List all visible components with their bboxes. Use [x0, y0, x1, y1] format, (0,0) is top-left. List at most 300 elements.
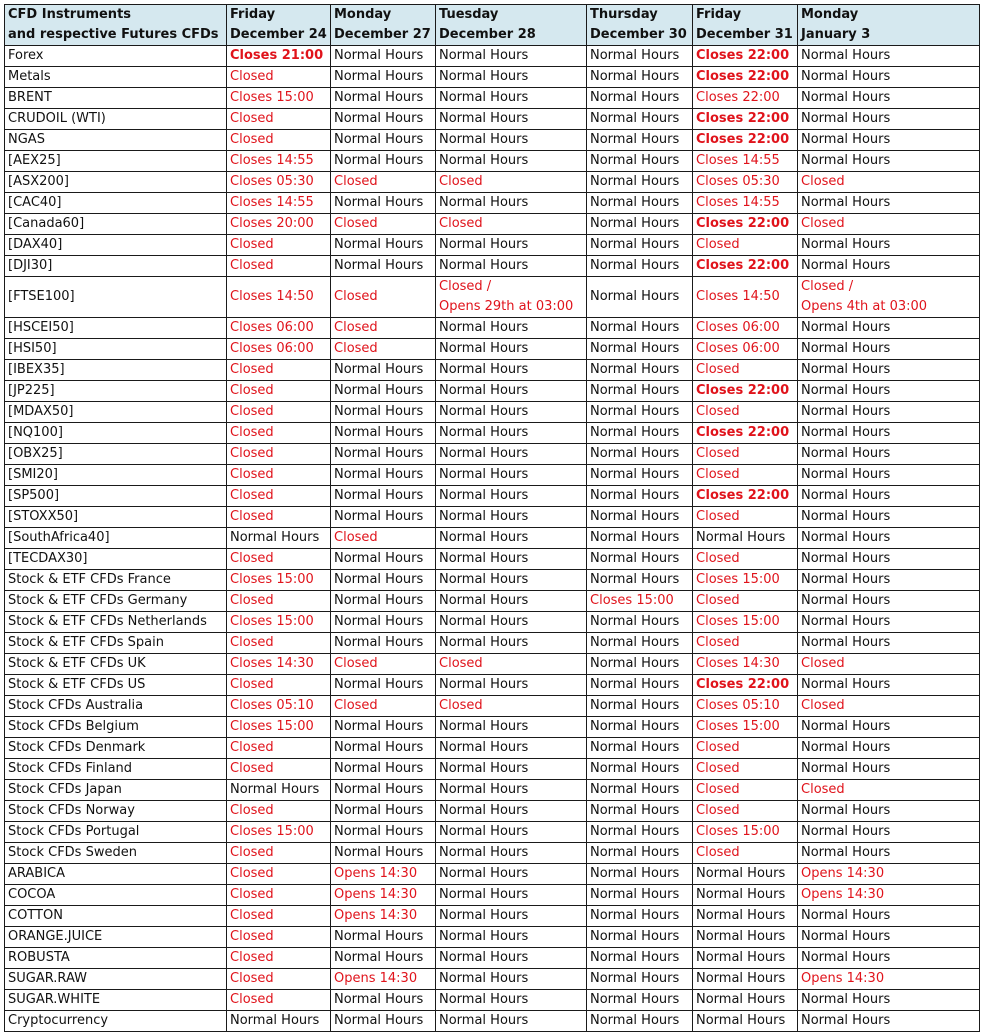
hours-cell: Normal Hours — [436, 717, 587, 738]
table-row — [5, 612, 980, 633]
table-row — [5, 486, 980, 507]
table-row — [5, 633, 980, 654]
table-row — [5, 214, 980, 235]
hours-cell: Normal Hours — [227, 1011, 331, 1032]
header-date: December 24 — [230, 27, 327, 42]
table-row — [5, 109, 980, 130]
table-row — [5, 780, 980, 801]
header-weekday: Thursday — [590, 7, 658, 22]
hours-cell: Normal Hours — [798, 738, 980, 759]
hours-cell: Opens 14:30 — [798, 969, 980, 990]
hours-cell: Closed — [227, 906, 331, 927]
table-row — [5, 759, 980, 780]
table-row — [5, 696, 980, 717]
hours-cell: Normal Hours — [798, 843, 980, 864]
hours-cell: Normal Hours — [436, 633, 587, 654]
table-row — [5, 738, 980, 759]
hours-cell: Normal Hours — [436, 675, 587, 696]
hours-cell: Normal Hours — [693, 1011, 798, 1032]
hours-cell: Closed — [798, 654, 980, 675]
hours-cell: Closed — [331, 528, 436, 549]
hours-cell: Closed — [227, 549, 331, 570]
hours-cell: Normal Hours — [798, 88, 980, 109]
instrument-name: [ASX200] — [5, 172, 227, 193]
hours-cell: Closes 06:00 — [693, 318, 798, 339]
table-row — [5, 675, 980, 696]
hours-cell: Closed — [693, 235, 798, 256]
hours-cell: Closed — [227, 843, 331, 864]
hours-cell: Normal Hours — [587, 864, 693, 885]
table-row — [5, 360, 980, 381]
hours-cell: Closed — [227, 256, 331, 277]
instrument-name: Stock & ETF CFDs Spain — [5, 633, 227, 654]
table-row — [5, 864, 980, 885]
hours-cell: Normal Hours — [693, 885, 798, 906]
hours-cell — [798, 277, 980, 318]
hours-cell: Normal Hours — [436, 444, 587, 465]
table-body — [5, 46, 980, 1032]
hours-cell: Closed — [693, 759, 798, 780]
header-day-5 — [693, 5, 798, 46]
hours-cell: Normal Hours — [331, 948, 436, 969]
hours-cell: Normal Hours — [587, 109, 693, 130]
hours-cell: Normal Hours — [436, 256, 587, 277]
hours-cell: Closes 20:00 — [227, 214, 331, 235]
hours-cell: Closes 06:00 — [693, 339, 798, 360]
hours-cell: Normal Hours — [798, 927, 980, 948]
hours-cell: Normal Hours — [587, 801, 693, 822]
hours-cell: Normal Hours — [587, 423, 693, 444]
table-row — [5, 172, 980, 193]
hours-cell: Normal Hours — [587, 465, 693, 486]
hours-cell: Closed — [331, 339, 436, 360]
hours-cell: Normal Hours — [587, 67, 693, 88]
hours-cell: Closed — [693, 843, 798, 864]
header-day-6 — [798, 5, 980, 46]
hours-cell: Normal Hours — [331, 444, 436, 465]
hours-cell: Normal Hours — [587, 318, 693, 339]
hours-cell: Closed — [693, 507, 798, 528]
hours-cell: Normal Hours — [798, 423, 980, 444]
hours-cell: Normal Hours — [436, 465, 587, 486]
hours-cell: Normal Hours — [331, 465, 436, 486]
hours-cell: Normal Hours — [587, 46, 693, 67]
hours-cell: Normal Hours — [436, 990, 587, 1011]
header-line-1: CFD Instruments — [8, 7, 132, 22]
instrument-name: Metals — [5, 67, 227, 88]
hours-cell: Normal Hours — [331, 130, 436, 151]
hours-cell: Normal Hours — [798, 109, 980, 130]
hours-cell: Closed — [227, 423, 331, 444]
hours-cell: Normal Hours — [587, 256, 693, 277]
hours-cell: Normal Hours — [436, 864, 587, 885]
table-row — [5, 402, 980, 423]
hours-cell: Normal Hours — [331, 235, 436, 256]
instrument-name: ROBUSTA — [5, 948, 227, 969]
hours-cell: Closes 15:00 — [227, 822, 331, 843]
hours-cell: Normal Hours — [587, 759, 693, 780]
hours-cell: Closes 06:00 — [227, 318, 331, 339]
table-row — [5, 381, 980, 402]
hours-cell: Closed — [331, 277, 436, 318]
hours-cell: Closes 05:30 — [693, 172, 798, 193]
hours-cell: Normal Hours — [436, 423, 587, 444]
header-weekday: Monday — [801, 7, 859, 22]
hours-cell: Closes 22:00 — [693, 423, 798, 444]
hours-cell: Closed — [227, 801, 331, 822]
instrument-name: SUGAR.WHITE — [5, 990, 227, 1011]
hours-cell: Opens 14:30 — [331, 864, 436, 885]
table-row — [5, 570, 980, 591]
hours-cell: Closes 14:50 — [693, 277, 798, 318]
hours-cell: Normal Hours — [587, 990, 693, 1011]
hours-cell: Normal Hours — [331, 109, 436, 130]
hours-cell: Normal Hours — [331, 67, 436, 88]
table-row — [5, 822, 980, 843]
instrument-name: Stock CFDs Denmark — [5, 738, 227, 759]
header-line-2: and respective Futures CFDs — [8, 27, 219, 42]
header-date: December 31 — [696, 27, 793, 42]
instrument-name: [HSCEI50] — [5, 318, 227, 339]
hours-cell: Normal Hours — [436, 507, 587, 528]
hours-cell: Normal Hours — [693, 927, 798, 948]
instrument-name: Stock CFDs Sweden — [5, 843, 227, 864]
table-row — [5, 130, 980, 151]
hours-cell: Normal Hours — [331, 46, 436, 67]
table-row — [5, 591, 980, 612]
hours-cell: Closed — [227, 885, 331, 906]
hours-cell: Closes 15:00 — [693, 822, 798, 843]
instrument-name: Stock & ETF CFDs US — [5, 675, 227, 696]
hours-cell: Closes 15:00 — [227, 612, 331, 633]
hours-cell: Normal Hours — [436, 339, 587, 360]
hours-cell: Normal Hours — [587, 381, 693, 402]
hours-cell: Closed — [227, 948, 331, 969]
hours-cell: Opens 14:30 — [331, 969, 436, 990]
hours-cell: Closed — [227, 633, 331, 654]
hours-cell: Closed — [798, 214, 980, 235]
hours-cell: Normal Hours — [693, 528, 798, 549]
hours-cell: Normal Hours — [587, 339, 693, 360]
instrument-name: NGAS — [5, 130, 227, 151]
header-instruments — [5, 5, 227, 46]
instrument-name: [TECDAX30] — [5, 549, 227, 570]
hours-cell: Normal Hours — [436, 591, 587, 612]
hours-cell: Closes 15:00 — [693, 570, 798, 591]
hours-cell: Normal Hours — [331, 591, 436, 612]
hours-cell: Normal Hours — [587, 277, 693, 318]
hours-cell: Normal Hours — [798, 822, 980, 843]
hours-cell: Normal Hours — [798, 549, 980, 570]
header-row — [5, 5, 980, 46]
hours-cell: Normal Hours — [436, 235, 587, 256]
hours-cell: Normal Hours — [587, 130, 693, 151]
hours-cell: Normal Hours — [798, 151, 980, 172]
hours-cell: Closed — [693, 444, 798, 465]
hours-cell: Normal Hours — [436, 1011, 587, 1032]
hours-line-2: Opens 4th at 03:00 — [801, 299, 928, 314]
hours-cell: Closed — [693, 591, 798, 612]
hours-cell: Closed — [227, 507, 331, 528]
table-row — [5, 843, 980, 864]
hours-cell: Normal Hours — [331, 549, 436, 570]
hours-cell: Closed — [798, 696, 980, 717]
hours-cell: Normal Hours — [436, 780, 587, 801]
instrument-name: Stock CFDs Australia — [5, 696, 227, 717]
instrument-name: Stock CFDs Norway — [5, 801, 227, 822]
hours-cell: Normal Hours — [587, 906, 693, 927]
hours-cell: Normal Hours — [331, 801, 436, 822]
hours-cell: Normal Hours — [798, 570, 980, 591]
hours-cell: Closed — [227, 969, 331, 990]
header-day-1 — [227, 5, 331, 46]
hours-cell: Normal Hours — [331, 675, 436, 696]
instrument-name: BRENT — [5, 88, 227, 109]
hours-cell: Normal Hours — [798, 381, 980, 402]
hours-cell: Opens 14:30 — [798, 885, 980, 906]
hours-cell: Closed — [693, 360, 798, 381]
hours-cell: Closed — [227, 235, 331, 256]
hours-cell: Normal Hours — [587, 570, 693, 591]
hours-cell: Closes 15:00 — [693, 717, 798, 738]
hours-cell: Normal Hours — [436, 885, 587, 906]
hours-cell: Normal Hours — [331, 843, 436, 864]
instrument-name: CRUDOIL (WTI) — [5, 109, 227, 130]
hours-cell: Normal Hours — [587, 486, 693, 507]
table-row — [5, 318, 980, 339]
hours-cell: Closed — [227, 381, 331, 402]
hours-cell: Closes 22:00 — [693, 109, 798, 130]
hours-cell: Closes 15:00 — [227, 570, 331, 591]
hours-cell: Normal Hours — [436, 67, 587, 88]
hours-cell: Normal Hours — [587, 360, 693, 381]
table-row — [5, 549, 980, 570]
header-date: December 27 — [334, 27, 431, 42]
hours-cell: Closed — [227, 402, 331, 423]
hours-cell: Closed — [331, 214, 436, 235]
hours-cell: Normal Hours — [798, 444, 980, 465]
table-row — [5, 465, 980, 486]
hours-cell: Closed — [227, 360, 331, 381]
hours-cell: Closed — [227, 130, 331, 151]
hours-cell: Closed — [798, 172, 980, 193]
table-row — [5, 67, 980, 88]
hours-cell: Normal Hours — [436, 46, 587, 67]
hours-cell: Normal Hours — [331, 738, 436, 759]
table-row — [5, 1011, 980, 1032]
hours-cell: Closes 15:00 — [227, 88, 331, 109]
table-row — [5, 339, 980, 360]
hours-cell: Normal Hours — [331, 360, 436, 381]
hours-cell: Normal Hours — [587, 88, 693, 109]
hours-cell: Normal Hours — [587, 549, 693, 570]
hours-cell: Closes 22:00 — [693, 214, 798, 235]
table-row — [5, 948, 980, 969]
instrument-name: Stock CFDs Belgium — [5, 717, 227, 738]
hours-cell: Closed — [798, 780, 980, 801]
hours-cell: Normal Hours — [798, 486, 980, 507]
hours-cell: Normal Hours — [436, 151, 587, 172]
hours-cell: Normal Hours — [436, 906, 587, 927]
instrument-name: [AEX25] — [5, 151, 227, 172]
table-row — [5, 235, 980, 256]
hours-cell: Closes 14:30 — [227, 654, 331, 675]
hours-cell: Normal Hours — [587, 717, 693, 738]
hours-line-2: Opens 29th at 03:00 — [439, 299, 574, 314]
hours-cell: Normal Hours — [587, 675, 693, 696]
hours-cell: Normal Hours — [587, 444, 693, 465]
hours-cell: Closed — [436, 654, 587, 675]
hours-cell: Closed — [436, 696, 587, 717]
hours-cell: Normal Hours — [331, 402, 436, 423]
instrument-name: ARABICA — [5, 864, 227, 885]
hours-cell: Closes 22:00 — [693, 381, 798, 402]
hours-cell: Closes 14:55 — [227, 151, 331, 172]
table-row — [5, 906, 980, 927]
hours-cell: Normal Hours — [693, 969, 798, 990]
table-row — [5, 927, 980, 948]
hours-cell: Closed — [227, 465, 331, 486]
header-weekday: Monday — [334, 7, 392, 22]
hours-cell: Normal Hours — [331, 759, 436, 780]
hours-cell: Normal Hours — [798, 318, 980, 339]
hours-cell: Closed — [693, 465, 798, 486]
hours-cell: Closed — [227, 759, 331, 780]
hours-cell: Normal Hours — [227, 528, 331, 549]
header-weekday: Tuesday — [439, 7, 499, 22]
hours-cell: Closed — [227, 109, 331, 130]
instrument-name: COTTON — [5, 906, 227, 927]
hours-cell: Closes 22:00 — [693, 88, 798, 109]
hours-cell: Closed — [693, 801, 798, 822]
hours-cell: Normal Hours — [798, 130, 980, 151]
instrument-name: SUGAR.RAW — [5, 969, 227, 990]
hours-cell: Closes 14:55 — [693, 193, 798, 214]
instrument-name: COCOA — [5, 885, 227, 906]
instrument-name: [JP225] — [5, 381, 227, 402]
hours-cell: Closed — [693, 402, 798, 423]
hours-line-1: Closed / — [439, 279, 492, 294]
hours-cell: Normal Hours — [798, 948, 980, 969]
hours-cell: Normal Hours — [436, 130, 587, 151]
hours-cell: Normal Hours — [587, 193, 693, 214]
hours-cell: Closes 22:00 — [693, 486, 798, 507]
hours-cell: Closes 22:00 — [693, 130, 798, 151]
hours-cell: Closes 22:00 — [693, 675, 798, 696]
hours-cell: Normal Hours — [693, 864, 798, 885]
hours-cell: Opens 14:30 — [331, 906, 436, 927]
hours-cell: Normal Hours — [436, 528, 587, 549]
instrument-name: [DJI30] — [5, 256, 227, 277]
hours-cell: Normal Hours — [587, 612, 693, 633]
instrument-name: [CAC40] — [5, 193, 227, 214]
header-weekday: Friday — [696, 7, 742, 22]
hours-cell: Normal Hours — [436, 738, 587, 759]
hours-cell: Normal Hours — [587, 1011, 693, 1032]
instrument-name: [DAX40] — [5, 235, 227, 256]
hours-cell: Normal Hours — [693, 990, 798, 1011]
hours-cell: Closes 15:00 — [227, 717, 331, 738]
hours-cell: Normal Hours — [798, 717, 980, 738]
table-row — [5, 801, 980, 822]
hours-cell: Closed — [227, 591, 331, 612]
hours-cell: Normal Hours — [587, 654, 693, 675]
hours-cell: Normal Hours — [798, 990, 980, 1011]
hours-cell: Closed — [331, 318, 436, 339]
hours-cell: Closed — [227, 864, 331, 885]
hours-cell: Closed — [436, 214, 587, 235]
instrument-name: Cryptocurrency — [5, 1011, 227, 1032]
hours-cell: Normal Hours — [331, 612, 436, 633]
hours-cell: Normal Hours — [436, 927, 587, 948]
table-row — [5, 885, 980, 906]
hours-cell: Normal Hours — [798, 235, 980, 256]
hours-cell: Normal Hours — [436, 381, 587, 402]
hours-cell: Normal Hours — [436, 822, 587, 843]
instrument-name: [FTSE100] — [5, 277, 227, 318]
hours-cell: Normal Hours — [587, 507, 693, 528]
hours-cell: Normal Hours — [331, 423, 436, 444]
instrument-name: [IBEX35] — [5, 360, 227, 381]
hours-cell: Normal Hours — [587, 927, 693, 948]
instrument-name: Stock CFDs Portugal — [5, 822, 227, 843]
hours-cell: Normal Hours — [798, 591, 980, 612]
hours-cell: Normal Hours — [331, 780, 436, 801]
hours-cell: Normal Hours — [587, 885, 693, 906]
hours-cell: Closed — [331, 696, 436, 717]
hours-cell: Closes 14:50 — [227, 277, 331, 318]
header-date: January 3 — [801, 27, 871, 42]
hours-cell: Normal Hours — [436, 843, 587, 864]
table-row — [5, 990, 980, 1011]
hours-cell: Normal Hours — [798, 465, 980, 486]
hours-cell: Normal Hours — [436, 486, 587, 507]
hours-cell: Normal Hours — [436, 759, 587, 780]
header-day-4 — [587, 5, 693, 46]
instrument-name: [SMI20] — [5, 465, 227, 486]
hours-line-1: Closed / — [801, 279, 854, 294]
header-day-2 — [331, 5, 436, 46]
hours-cell: Closes 21:00 — [227, 46, 331, 67]
hours-cell: Normal Hours — [331, 151, 436, 172]
hours-cell: Normal Hours — [693, 948, 798, 969]
table-row — [5, 507, 980, 528]
hours-cell: Normal Hours — [587, 172, 693, 193]
table-row — [5, 969, 980, 990]
instrument-name: [Canada60] — [5, 214, 227, 235]
instrument-name: Stock & ETF CFDs France — [5, 570, 227, 591]
header-day-3 — [436, 5, 587, 46]
hours-cell: Closed — [693, 780, 798, 801]
table-row — [5, 423, 980, 444]
hours-cell: Normal Hours — [436, 318, 587, 339]
instrument-name: ORANGE.JUICE — [5, 927, 227, 948]
hours-cell: Normal Hours — [331, 1011, 436, 1032]
hours-cell: Normal Hours — [798, 612, 980, 633]
hours-cell: Closes 22:00 — [693, 46, 798, 67]
hours-cell: Normal Hours — [436, 570, 587, 591]
hours-cell: Normal Hours — [436, 969, 587, 990]
hours-cell: Normal Hours — [587, 214, 693, 235]
hours-cell: Normal Hours — [331, 88, 436, 109]
hours-cell: Normal Hours — [436, 612, 587, 633]
hours-cell: Normal Hours — [587, 969, 693, 990]
hours-cell: Normal Hours — [798, 193, 980, 214]
hours-cell: Closed — [227, 990, 331, 1011]
table-row — [5, 151, 980, 172]
table-row — [5, 256, 980, 277]
holiday-trading-hours-table — [4, 4, 980, 1032]
